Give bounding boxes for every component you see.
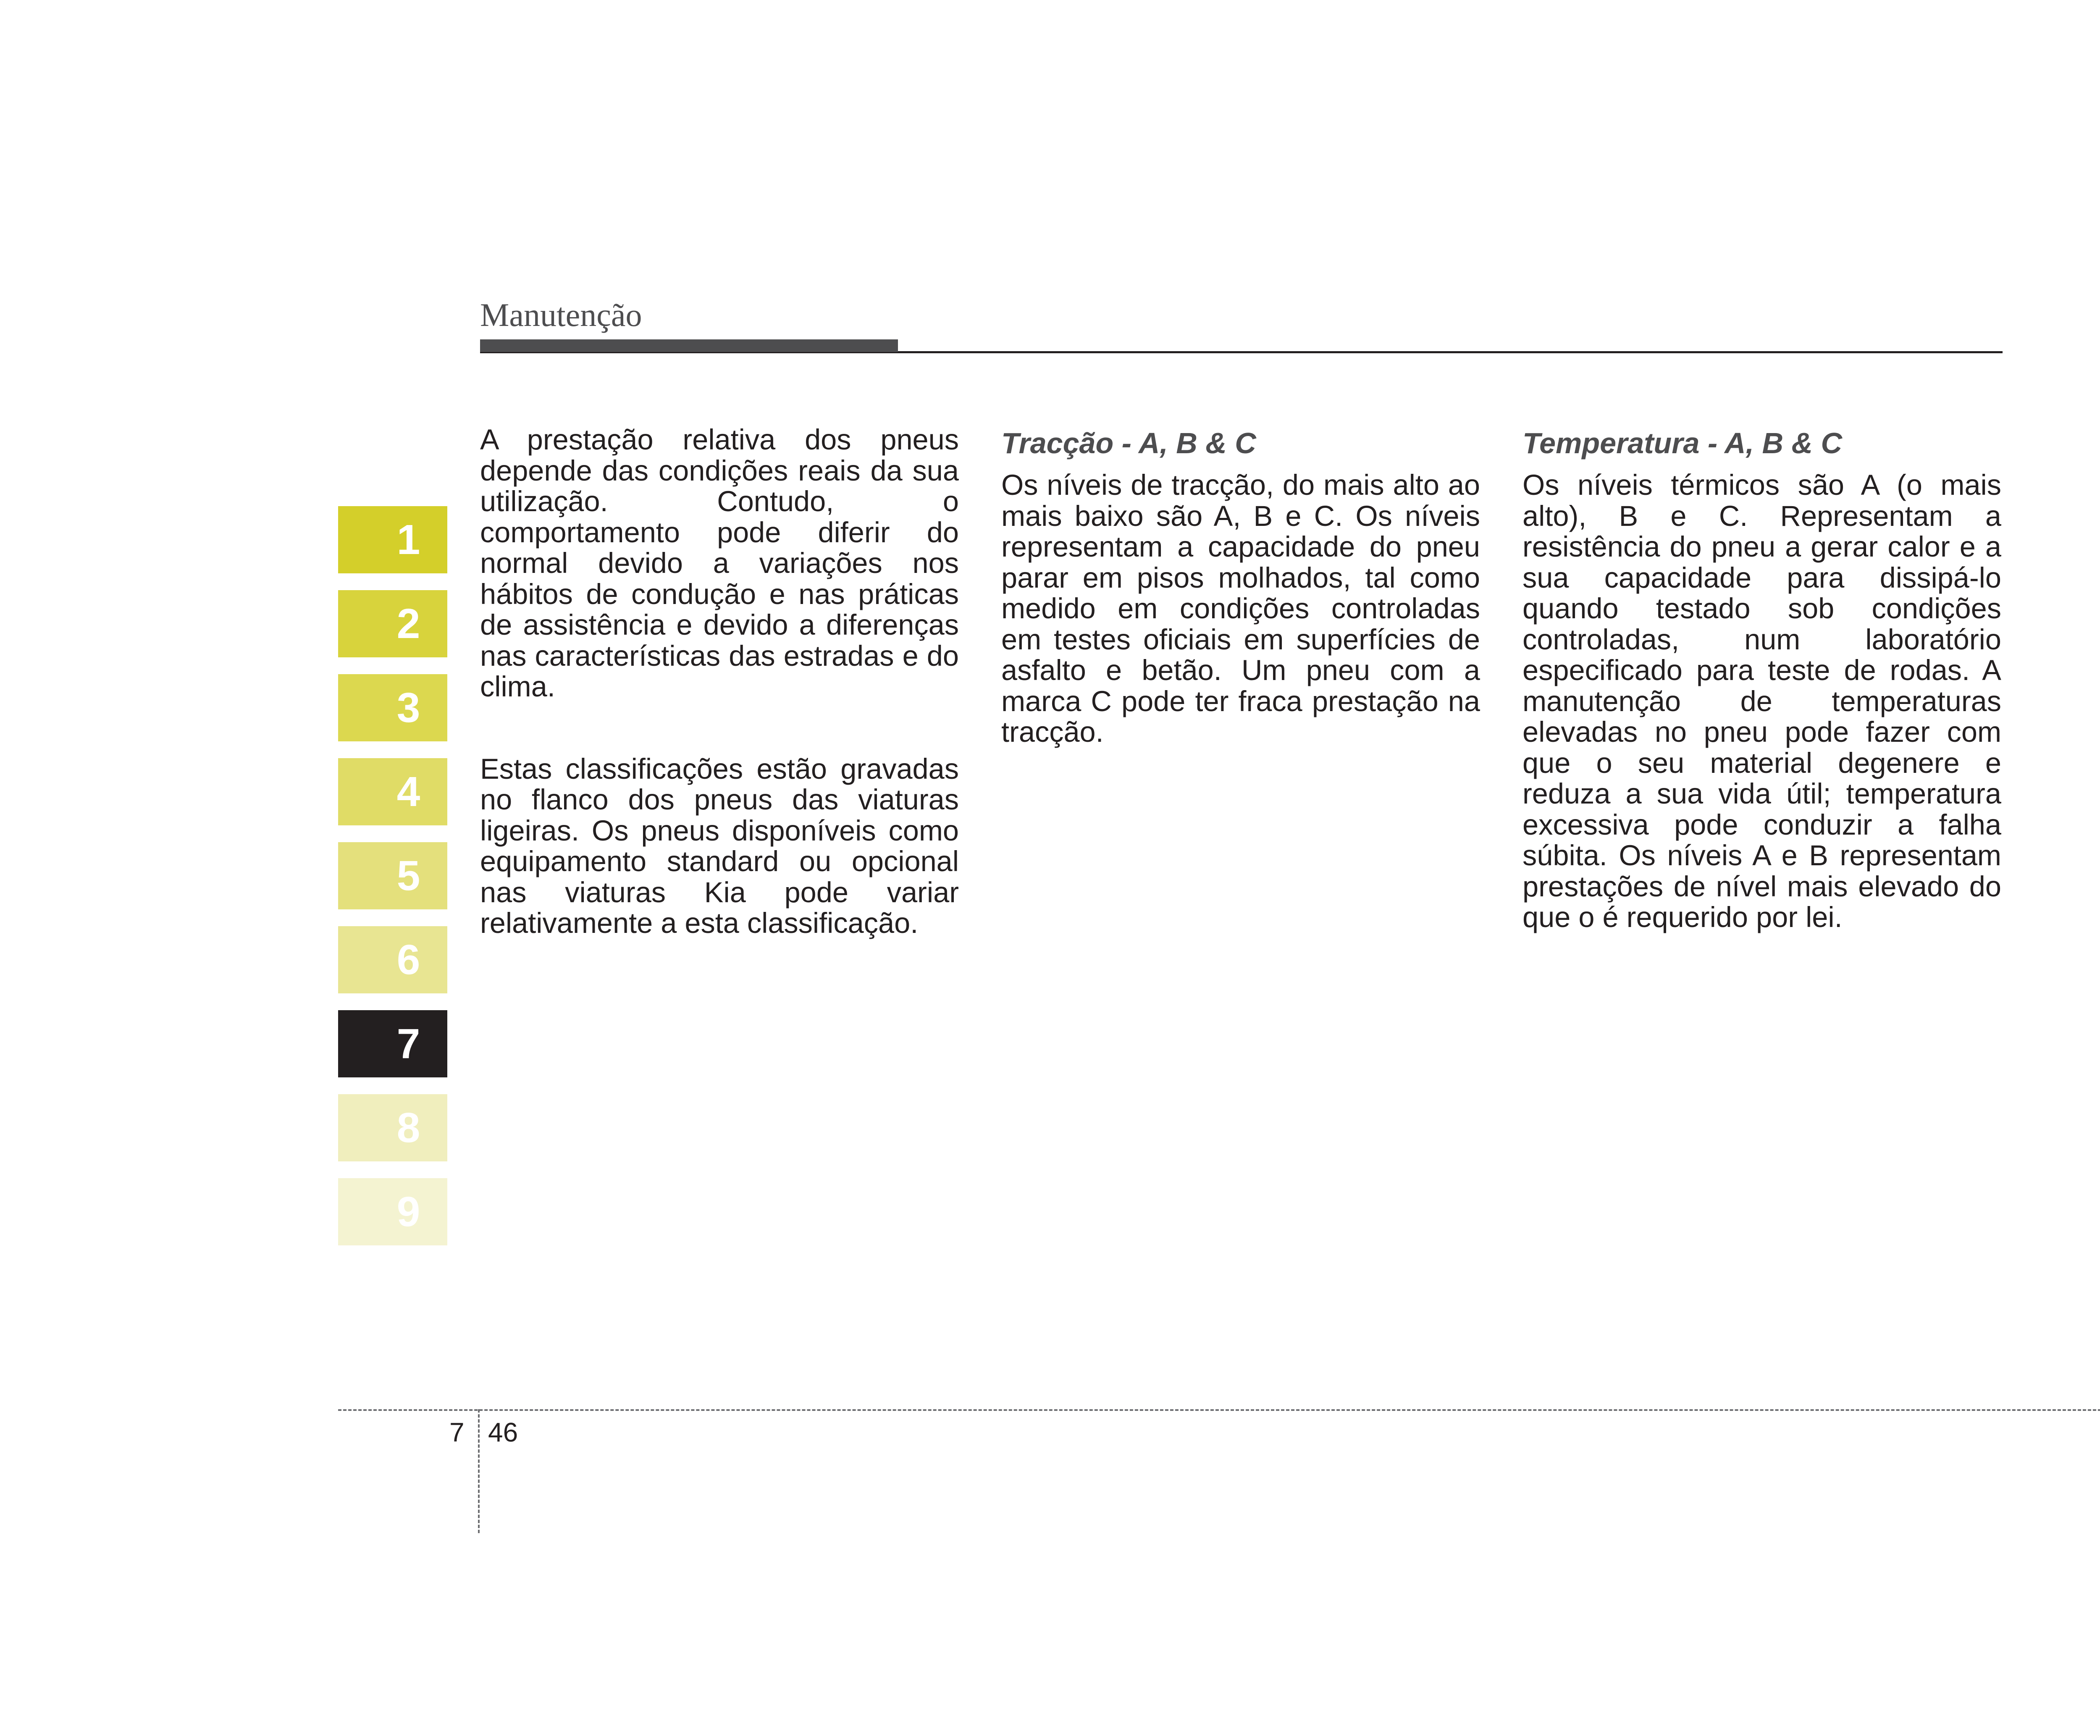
header-accent-bar [480,339,898,352]
page-number: 46 [488,1417,518,1447]
chapter-tab-9[interactable]: 9 [338,1178,447,1245]
chapter-tabs [338,506,447,1245]
chapter-tab-5[interactable]: 5 [338,842,447,909]
page-chapter-number: 7 [449,1417,465,1447]
chapter-tab-4[interactable]: 4 [338,758,447,825]
paragraph-temperature: Os níveis térmicos são A (o mais alto), B e C. Representam a resistência do pneu a gerar calor e a sua capacidade para dissipá-lo quando testado sob condições controladas, num laboratório especificado para teste de rodas. A manutenção de temperaturas elevadas no pneu pode fazer com que o seu material degenere e reduza a sua vida útil; temperatura excessiva pode conduzir a falha súbita. Os níveis A e B representam prestações de nível mais elevado do que o é requerido por lei. [1522,469,2001,933]
text-column-2 [1001,424,1480,799]
chapter-tab-2[interactable]: 2 [338,590,447,657]
footer-dashed-rule [338,1409,2100,1411]
section-title: Manutenção [480,297,642,333]
footer-dashed-divider [478,1409,480,1533]
heading-traction: Tracção - A, B & C [1001,427,1256,460]
chapter-tab-1[interactable]: 1 [338,506,447,573]
text-column-1 [480,424,959,990]
chapter-tab-3[interactable]: 3 [338,674,447,741]
chapter-tab-6[interactable]: 6 [338,926,447,993]
chapter-tab-8[interactable]: 8 [338,1094,447,1161]
chapter-tab-7[interactable]: 7 [338,1010,447,1077]
paragraph-tire-performance: A prestação relativa dos pneus depende das condições reais da sua utilização. Contudo, o comportamento pode diferir do normal devido a variações nos hábitos de condução e nas práticas de assistência e devido a diferenças nas características das estradas e do clima. [480,423,959,703]
heading-temperature: Temperatura - A, B & C [1522,427,1843,460]
paragraph-classifications: Estas classificações estão gravadas no flanco dos pneus das viaturas ligeiras. Os pneus disponíveis como equipamento standard ou opcional nas viaturas Kia pode variar relativamente a esta classificação. [480,752,959,939]
paragraph-traction: Os níveis de tracção, do mais alto ao mais baixo são A, B e C. Os níveis representam a capacidade do pneu parar em pisos molhados, tal como medido em condições controladas em testes oficiais em superfícies de asfalto e betão. Um pneu com a marca C pode ter fraca prestação na tracção. [1001,469,1480,748]
text-column-3 [1522,424,2001,984]
